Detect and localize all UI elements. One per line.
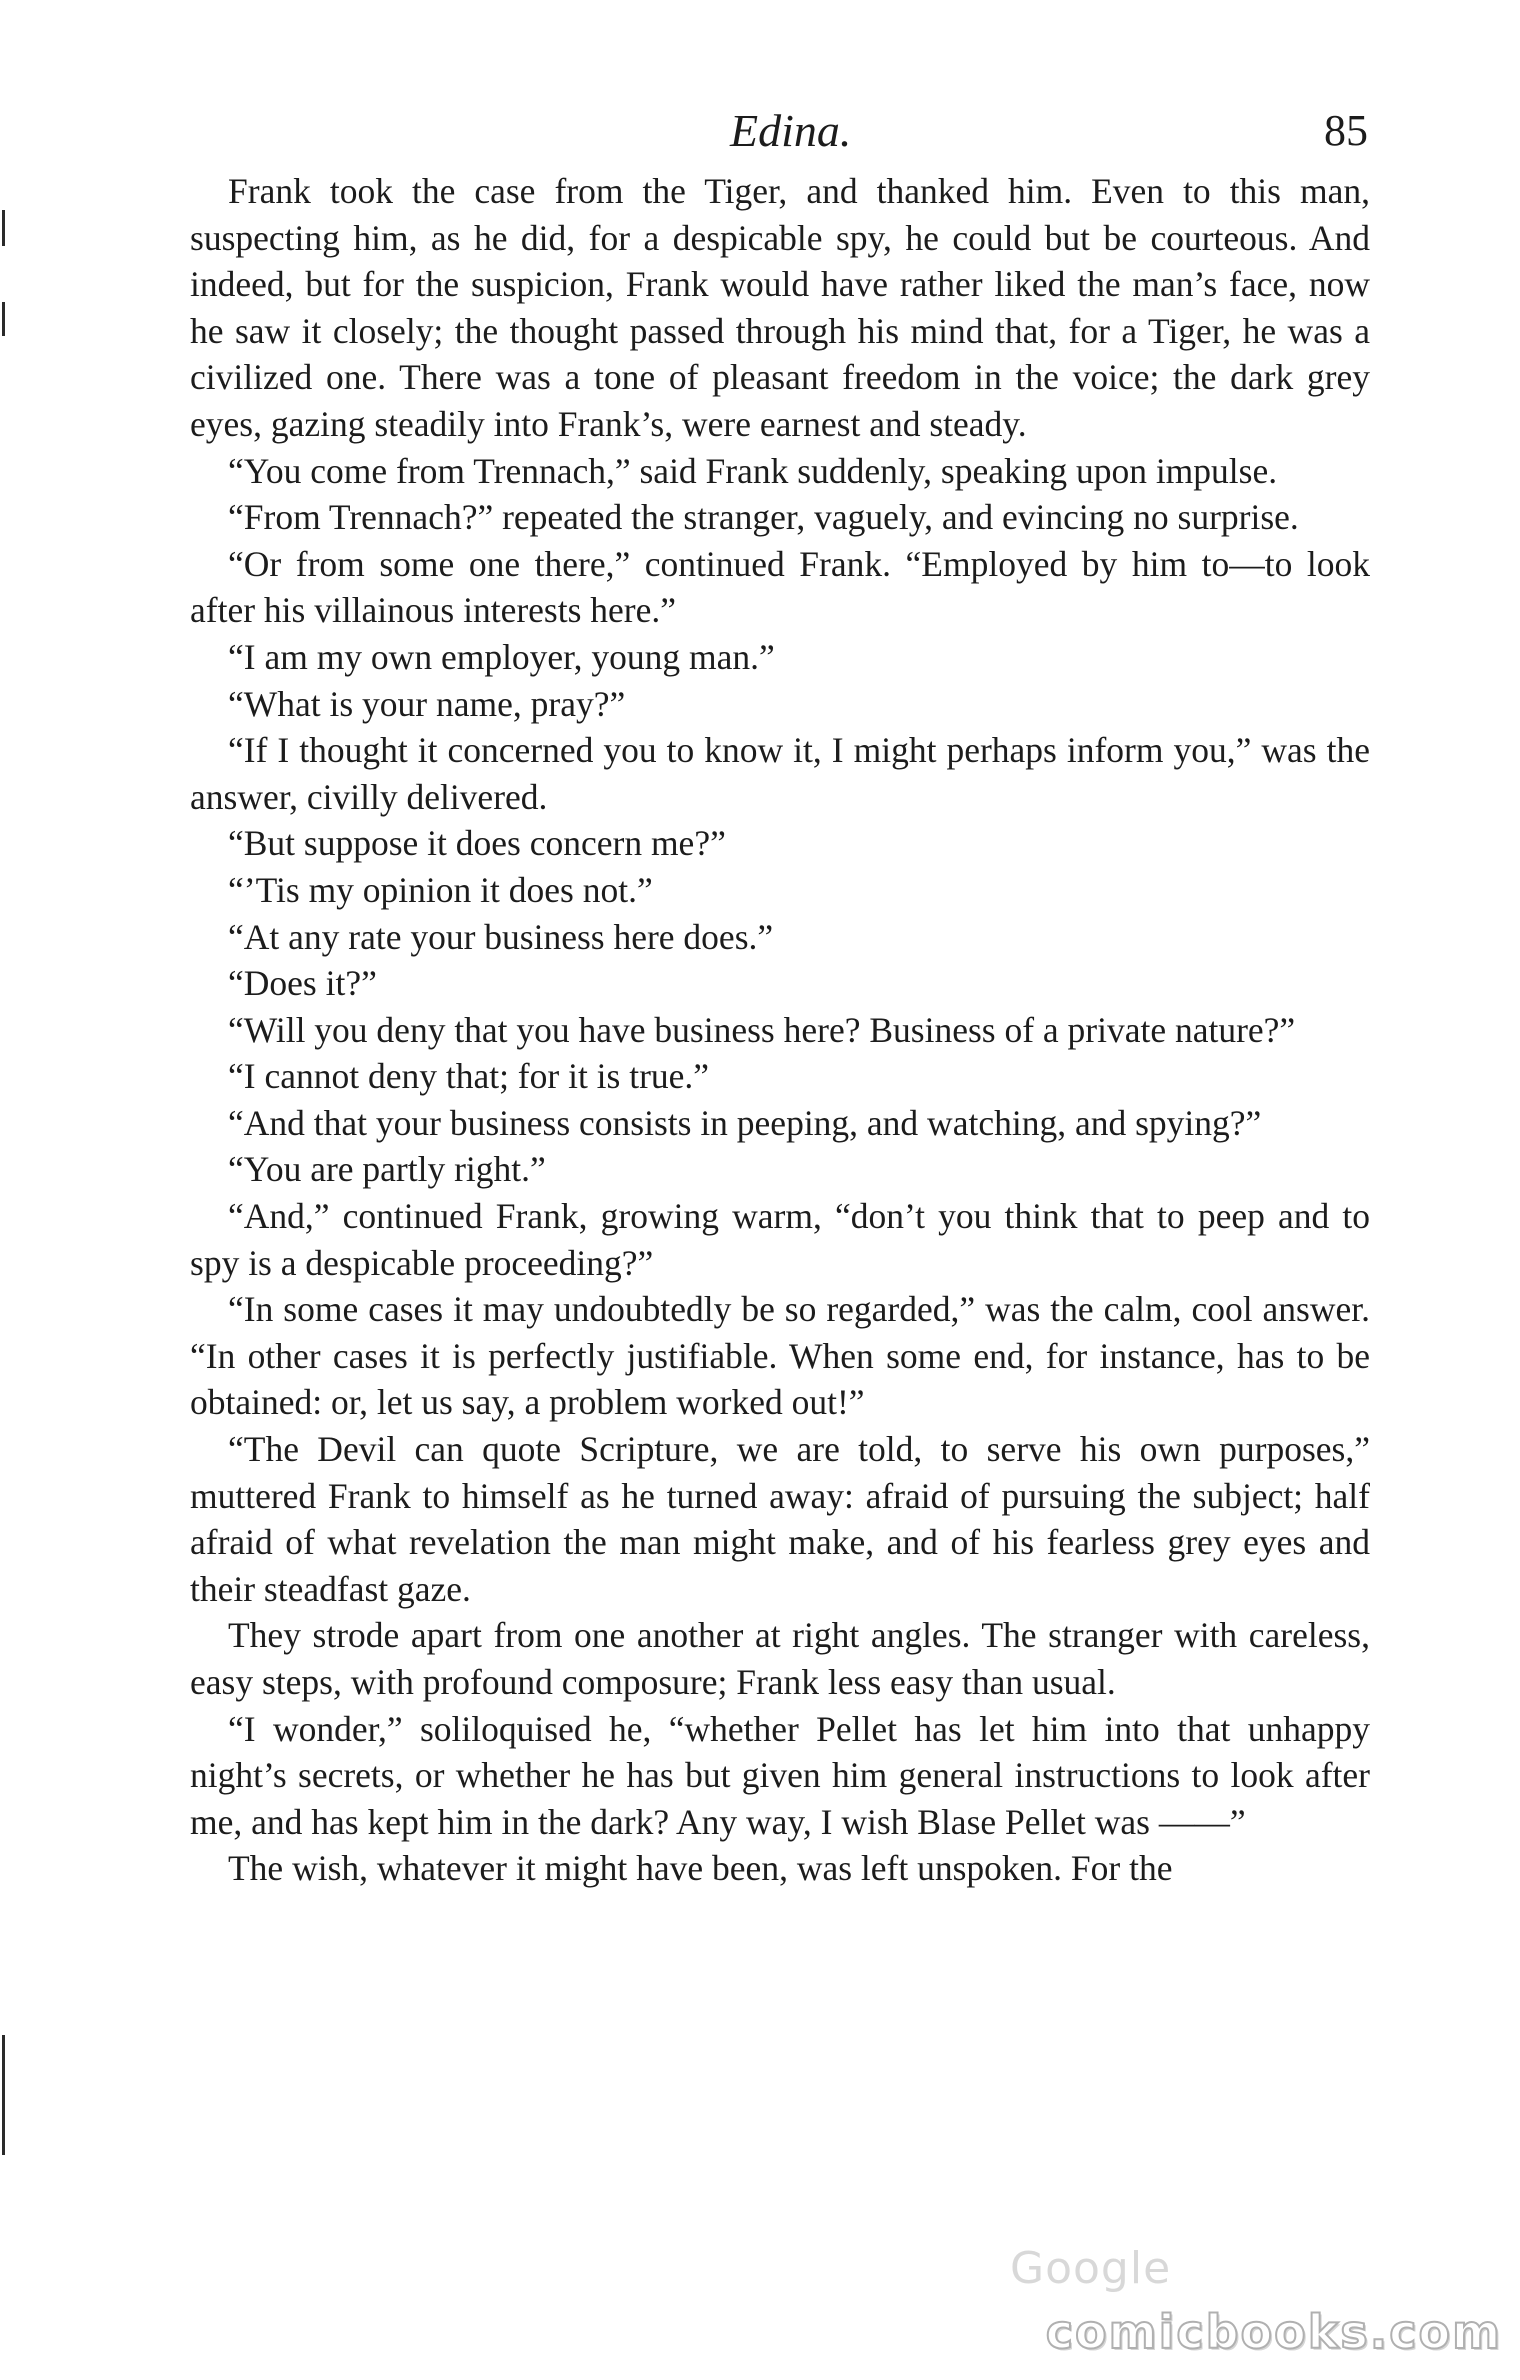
paragraph: “You come from Trennach,” said Frank suddenly, speaking upon impulse. xyxy=(228,450,1278,491)
paragraph: “What is your name, pray?” xyxy=(228,683,626,724)
paragraph: “If I thought it concerned you to know it, I might perhaps inform you,” was the answer, civilly delivered. xyxy=(190,730,1370,817)
paragraph: “And,” continued Frank, growing warm, “don’t you think that to peep and to spy is a despicable proceeding?” xyxy=(190,1196,1370,1283)
paragraph: “In some cases it may undoubtedly be so regarded,” was the calm, cool answer. “In other cases it is perfectly justifiable. When some end, for instance, has to be obtained: or, let us say, a problem worked out!” xyxy=(190,1289,1370,1423)
paragraph: “I wonder,” soliloquised he, “whether Pellet has let him into that unhappy night’s secrets, or whether he has but given him general instructions to look after me, and has kept him in the dark? Any way, I wish Blase Pellet was ——” xyxy=(190,1708,1370,1842)
footer-watermark xyxy=(0,2243,1520,2365)
paragraph: “And that your business consists in peeping, and watching, and spying?” xyxy=(228,1102,1262,1143)
paragraph: “Or from some one there,” continued Frank. “Employed by him to—to look after his villainous interests here.” xyxy=(190,543,1370,631)
paragraph: “You are partly right.” xyxy=(228,1149,546,1190)
margin-mark xyxy=(2,210,5,246)
margin-mark xyxy=(2,2035,5,2155)
page-number: 85 xyxy=(1324,106,1368,155)
paragraph: They strode apart from one another at right angles. The stranger with careless, easy steps, with profound composure; Frank less easy than usual. xyxy=(190,1615,1370,1702)
paragraph: “At any rate your business here does.” xyxy=(228,916,774,957)
paragraph: “I cannot deny that; for it is true.” xyxy=(228,1056,710,1097)
paragraph: Frank took the case from the Tiger, and thanked him. Even to this man, suspecting him, as he did, for a despicable spy, he could but be courteous. And indeed, but for the suspicion, Frank would have rather liked the man’s face, now he saw it closely; the thought passed through his mind that, for a Tiger, he was a civilized one. There was a tone of pleasant freedom in the voice; the dark grey eyes, gazing steadily into Frank’s, were earnest and steady. xyxy=(190,171,1370,444)
paragraph: “Will you deny that you have business here? Business of a private nature?” xyxy=(228,1009,1296,1050)
paragraph: “The Devil can quote Scripture, we are told, to serve his own purposes,” muttered Frank to himself as he turned away: afraid of pursuing the subject; half afraid of what revelation the man might make, and of his fearless grey eyes and their steadfast gaze. xyxy=(190,1429,1370,1609)
site-logo[interactable]: comicbooks.com xyxy=(1045,2305,1502,2359)
paragraph: “From Trennach?” repeated the stranger, vaguely, and evincing no surprise. xyxy=(228,497,1299,538)
paragraph: “I am my own employer, young man.” xyxy=(228,636,775,677)
paragraph: “But suppose it does concern me?” xyxy=(228,823,726,864)
running-head xyxy=(0,96,1520,166)
body-text xyxy=(190,168,1370,1892)
paragraph: The wish, whatever it might have been, was left unspoken. For the xyxy=(228,1848,1173,1889)
digitizer-watermark: Google xyxy=(1010,2243,1172,2294)
paragraph: “’Tis my opinion it does not.” xyxy=(228,869,653,910)
page-title: Edina. xyxy=(730,105,852,156)
paragraph: “Does it?” xyxy=(228,963,377,1004)
margin-mark xyxy=(2,302,5,336)
